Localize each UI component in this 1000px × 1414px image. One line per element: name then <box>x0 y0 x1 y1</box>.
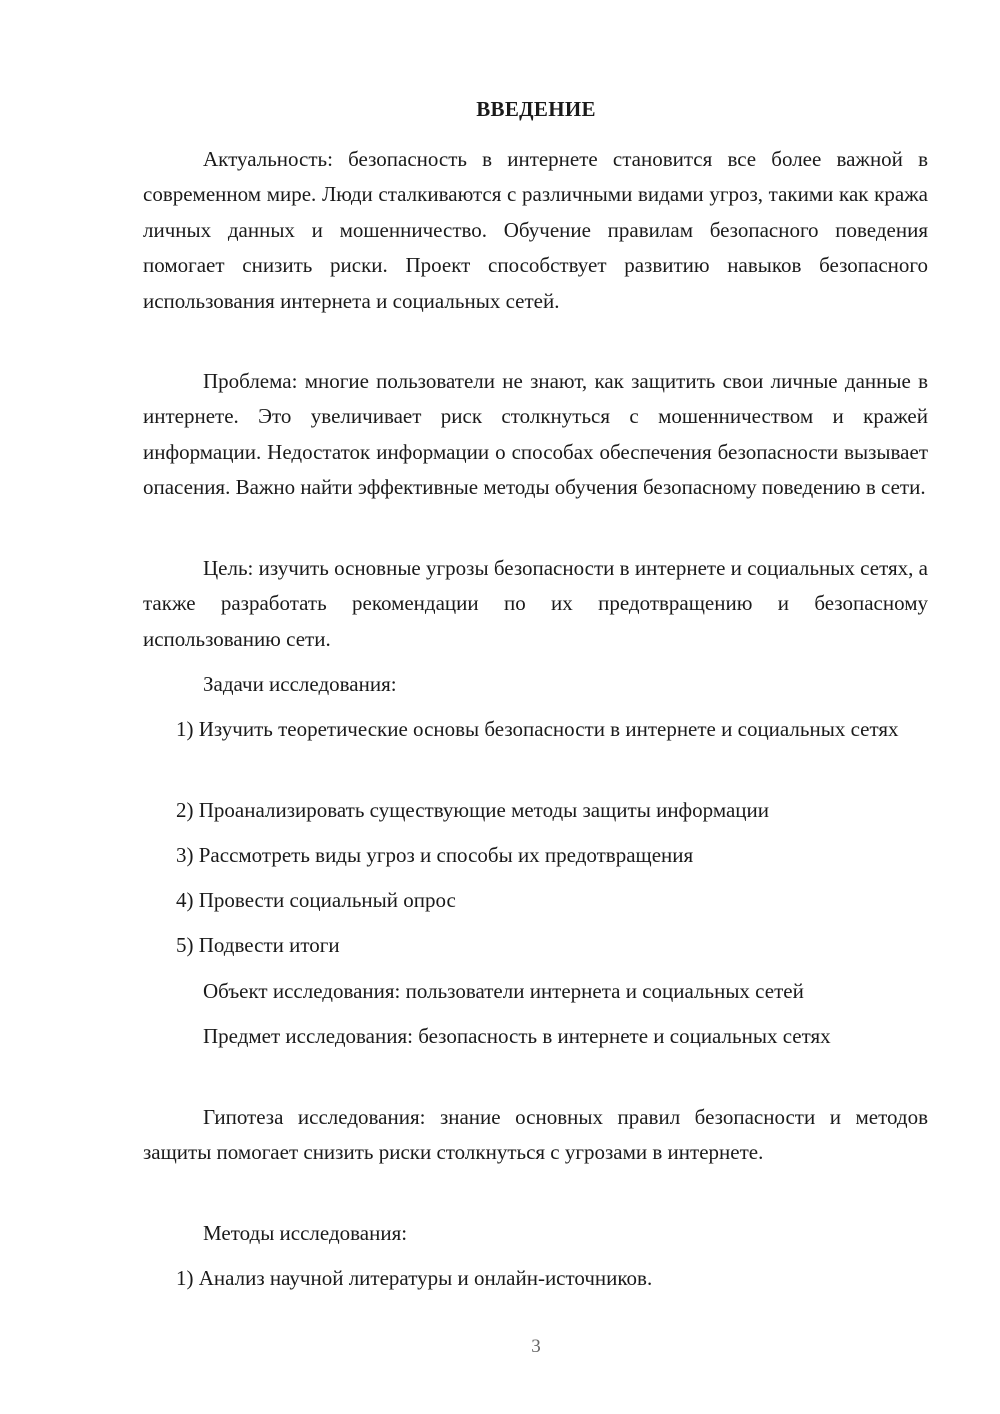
object-line: Объект исследования: пользователи интернета и социальных сетей <box>203 979 804 1003</box>
task-item-5: 5) Подвести итоги <box>176 933 340 957</box>
hypothesis-paragraph: Гипотеза исследования: знание основных правил безопасности и методов защиты помогает снизить риски столкнуться с угрозами в интернете. <box>143 1105 928 1165</box>
relevance-paragraph: Актуальность: безопасность в интернете становится все более важной в современном мире. Люди сталкиваются с различными видами угроз, такими как кража личных данных и мошенничество. Обучение правилам безопасного поведения помогает снизить риски. Проект способствует развитию навыков безопасного использования интернета и социальных сетей. <box>143 147 928 313</box>
page-number: 3 <box>531 1336 541 1357</box>
tasks-heading: Задачи исследования: <box>203 672 397 696</box>
method-item-1: 1) Анализ научной литературы и онлайн-источников. <box>176 1266 653 1290</box>
task-item-2: 2) Проанализировать существующие методы защиты информации <box>176 798 770 822</box>
task-item-1: 1) Изучить теоретические основы безопасности в интернете и социальных сетях <box>176 717 899 741</box>
section-title: ВВЕДЕНИЕ <box>476 97 596 121</box>
subject-paragraph: Предмет исследования: безопасность в интернете и социальных сетях <box>203 1024 831 1048</box>
task-item-4: 4) Провести социальный опрос <box>176 888 456 912</box>
methods-heading: Методы исследования: <box>203 1221 408 1245</box>
goal-paragraph: Цель: изучить основные угрозы безопасности в интернете и социальных сетях, а также разработать рекомендации по их предотвращению и безопасному использованию сети. <box>143 556 928 651</box>
problem-paragraph: Проблема: многие пользователи не знают, как защитить свои личные данные в интернете. Это увеличивает риск столкнуться с мошенничеством и кражей информации. Недостаток информации о способах обеспечения безопасности вызывает опасения. Важно найти эффективные методы обучения безопасному поведению в сети. <box>143 369 928 500</box>
task-item-3: 3) Рассмотреть виды угроз и способы их предотвращения <box>176 843 694 867</box>
